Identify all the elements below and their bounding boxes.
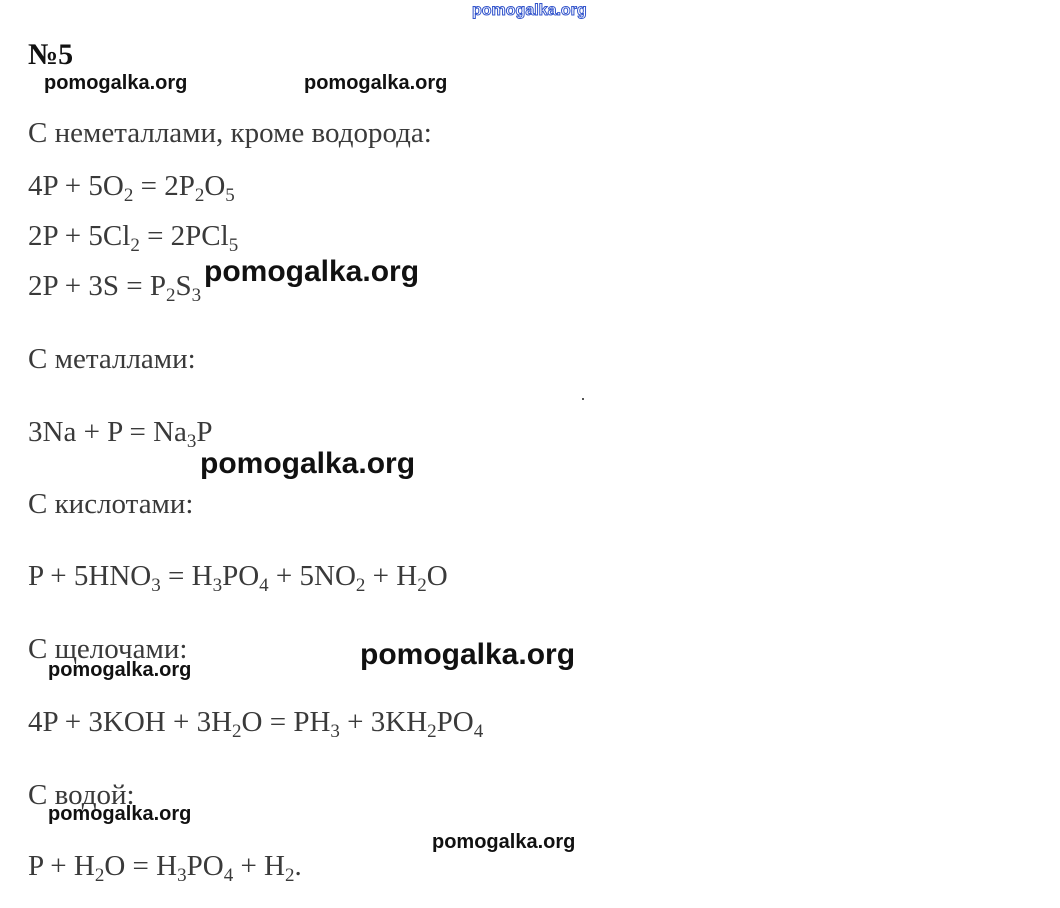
watermark: pomogalka.org bbox=[48, 659, 192, 681]
watermark: pomogalka.org bbox=[304, 72, 448, 94]
equation: $P + H_2O = H_3PO_4 + H_2$. bbox=[28, 850, 302, 886]
section-heading-alkalis: С щелочами: bbox=[28, 633, 188, 665]
watermark: pomogalka.org bbox=[204, 255, 420, 288]
equation: $2P + 3S = P_2S_3$ bbox=[28, 270, 202, 306]
watermark: pomogalka.org bbox=[200, 447, 416, 480]
watermark: pomogalka.org bbox=[44, 72, 188, 94]
section-heading-water: С водой: bbox=[28, 779, 135, 811]
watermark: pomogalka.org bbox=[48, 803, 192, 825]
watermark: pomogalka.org bbox=[432, 831, 576, 853]
equation: $P + 5HNO_3 = H_3PO_4 + 5NO_2 + H_2O$ bbox=[28, 560, 448, 596]
section-heading-acids: С кислотами: bbox=[28, 488, 194, 520]
equation: $4P + 5O_2 = 2P_2O_5$ bbox=[28, 170, 235, 206]
equation: $2P + 5Cl_2 = 2PCl_5$ bbox=[28, 220, 239, 256]
speck bbox=[582, 398, 584, 400]
watermark: pomogalka.org bbox=[360, 638, 576, 671]
section-heading-metals: С металлами: bbox=[28, 343, 196, 375]
equation: $3Na + P = Na_3P$ bbox=[28, 416, 213, 452]
equation: $4P + 3KOH + 3H_2O = PH_3 + 3KH_2PO_4$ bbox=[28, 706, 484, 742]
problem-number: №5 bbox=[28, 38, 74, 71]
watermark-top: pomogalka.org bbox=[472, 2, 587, 19]
section-heading-nonmetals: С неметаллами, кроме водорода: bbox=[28, 117, 432, 149]
